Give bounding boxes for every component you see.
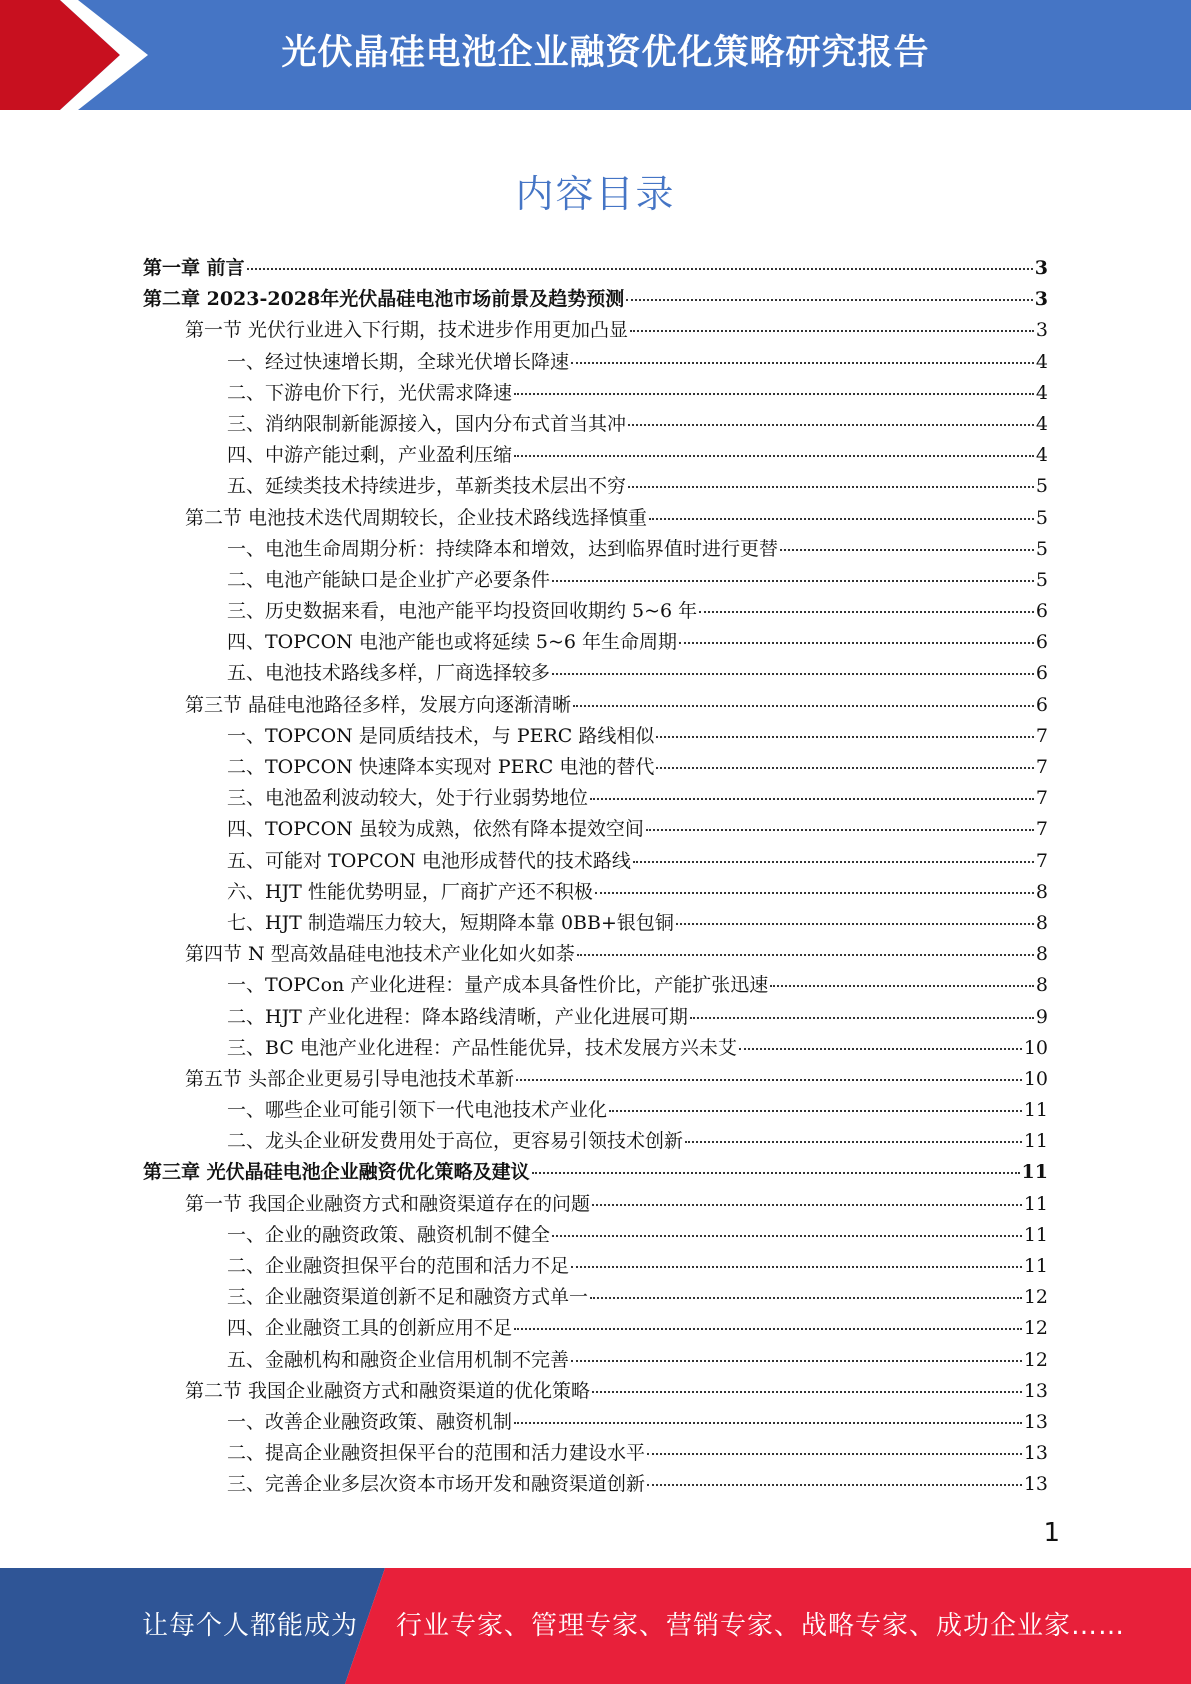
toc-entry-label: 二、HJT 产业化进程：降本路线清晰，产业化进展可期 [227,1005,688,1028]
toc-entry-label: 二、提高企业融资担保平台的范围和活力建设水平 [227,1442,646,1465]
toc-entry-page: 5 [1035,475,1048,498]
toc-dot-leader [770,966,1034,987]
toc-entry-page: 8 [1035,880,1048,903]
toc-entry-label: 一、TOPCon 产业化进程：量产成本具备性价比，产能扩张迅速 [227,974,769,997]
toc-dot-leader [649,499,1034,520]
toc-entry-label: 第四节 N 型高效晶硅电池技术产业化如火如荼 [185,943,575,966]
toc-dot-leader [532,1153,1020,1174]
toc-dot-leader [647,1465,1022,1486]
footer-slogan-left: 让每个人都能成为 [142,1611,359,1641]
toc-entry-page: 11 [1023,1223,1048,1246]
toc-entry-page: 7 [1035,787,1048,810]
toc-entry-label: 五、金融机构和融资企业信用机制不完善 [227,1348,570,1371]
toc-entry-page: 11 [1021,1161,1048,1184]
toc-entry-label: 第一章 前言 [143,257,245,279]
toc-entry-label: 第二节 我国企业融资方式和融资渠道的优化策略 [185,1379,591,1402]
toc-dot-leader [739,1029,1022,1050]
toc-entry-label: 七、HJT 制造端压力较大，短期降本靠 0BB+银包铜 [227,911,674,934]
toc-dot-leader [552,654,1034,675]
toc-entry-label: 三、电池盈利波动较大，处于行业弱势地位 [227,787,589,810]
toc-dot-leader [656,717,1034,738]
toc-dot-leader [571,343,1034,364]
toc-entry-page: 5 [1035,568,1048,591]
toc-dot-leader [592,1185,1022,1206]
toc-entry-page: 6 [1035,600,1048,623]
toc-entry-label: 二、下游电价下行，光伏需求降速 [227,381,513,404]
toc-entry-label: 二、电池产能缺口是企业扩产必要条件 [227,568,551,591]
toc-dot-leader [676,904,1034,925]
toc-entry-label: 二、企业融资担保平台的范围和活力不足 [227,1255,570,1277]
toc-entry-label: 二、TOPCON 快速降本实现对 PERC 电池的替代 [227,756,655,778]
toc-entry-label: 五、可能对 TOPCON 电池形成替代的技术路线 [227,849,631,872]
toc-entry-label: 三、完善企业多层次资本市场开发和融资渠道创新 [227,1473,646,1496]
toc-entry-label: 一、TOPCON 是同质结技术，与 PERC 路线相似 [227,724,655,747]
toc-entry-label: 四、TOPCON 电池产能也或将延续 5~6 年生命周期 [227,631,677,654]
toc-dot-leader [595,873,1034,894]
toc-dot-leader [552,561,1034,582]
toc-heading: 内容目录 [515,172,676,216]
toc-entry-label: 二、龙头企业研发费用处于高位，更容易引领技术创新 [227,1130,684,1153]
toc-entry-label: 四、企业融资工具的创新应用不足 [227,1317,513,1340]
toc-entry-page: 13 [1023,1473,1048,1496]
toc-dot-leader [592,1372,1022,1393]
toc-entry-page: 13 [1023,1379,1048,1402]
toc-entry-page: 4 [1035,350,1048,373]
toc-dot-leader [685,1122,1022,1143]
toc-dot-leader [679,623,1034,644]
report-title: 光伏晶硅电池企业融资优化策略研究报告 [281,33,930,73]
toc-entry[interactable] [143,1469,1048,1500]
toc-entry-page: 3 [1034,288,1048,311]
toc-entry-page: 8 [1035,911,1048,934]
toc-dot-leader [514,374,1034,395]
toc-dot-leader [514,1309,1022,1330]
footer-slogan-right: 行业专家、管理专家、营销专家、战略专家、成功企业家…… [396,1611,1126,1641]
toc-entry-label: 四、TOPCON 虽较为成熟，依然有降本提效空间 [227,818,644,841]
toc-entry-page: 6 [1035,693,1048,716]
toc-entry-page: 11 [1023,1130,1048,1153]
toc-dot-leader [590,779,1034,800]
toc-entry-page: 5 [1035,537,1048,560]
toc-dot-leader [628,405,1034,426]
toc-entry-page: 11 [1023,1255,1048,1277]
toc-entry-page: 6 [1035,631,1048,654]
toc-entry-page: 10 [1023,1067,1048,1090]
toc-entry-page: 4 [1035,444,1048,467]
toc-entry-page: 8 [1035,974,1048,997]
toc-entry-label: 四、中游产能过剩，产业盈利压缩 [227,444,513,467]
toc-entry-page: 12 [1023,1348,1048,1371]
toc-entry-page: 8 [1035,943,1048,966]
toc-entry-label: 三、消纳限制新能源接入，国内分布式首当其冲 [227,412,627,435]
toc-entry-label: 第三节 晶硅电池路径多样，发展方向逐渐清晰 [185,693,572,716]
toc-dot-leader [247,249,1033,270]
toc-entry-label: 第一节 我国企业融资方式和融资渠道存在的问题 [185,1192,591,1215]
footer-banner [0,1568,1191,1684]
toc-entry-page: 11 [1023,1192,1048,1215]
toc-entry-page: 4 [1035,412,1048,435]
toc-dot-leader [552,1216,1022,1237]
toc-entry-page: 9 [1035,1005,1048,1028]
toc-dot-leader [699,592,1034,613]
toc-dot-leader [628,467,1034,488]
toc-entry-page: 3 [1035,319,1048,342]
toc-entry-label: 第三章 光伏晶硅电池企业融资优化策略及建议 [143,1161,530,1184]
toc-dot-leader [590,1278,1022,1299]
toc-entry-page: 3 [1034,257,1048,279]
toc-entry-label: 三、BC 电池产业化进程：产品性能优异，技术发展方兴未艾 [227,1036,737,1059]
toc-entry-label: 一、改善企业融资政策、融资机制 [227,1410,513,1433]
toc-entry-label: 一、企业的融资政策、融资机制不健全 [227,1223,551,1246]
toc-entry-label: 第二节 电池技术迭代周期较长，企业技术路线选择慎重 [185,506,648,529]
toc-entry-page: 4 [1035,381,1048,404]
toc-entry-page: 6 [1035,662,1048,685]
toc-dot-leader [573,686,1034,707]
toc-dot-leader [571,1341,1022,1362]
toc-entry-page: 7 [1035,849,1048,872]
header-banner [0,0,1191,110]
toc-dot-leader [571,1247,1022,1268]
toc-entry-label: 第一节 光伏行业进入下行期，技术进步作用更加凸显 [185,319,629,342]
toc-dot-leader [577,935,1034,956]
toc-entry-page: 12 [1023,1286,1048,1309]
toc-dot-leader [646,810,1034,831]
toc-entry-label: 第二章 2023-2028年光伏晶硅电池市场前景及趋势预测 [143,288,625,311]
toc-entry-page: 5 [1035,506,1048,529]
toc-dot-leader [690,998,1034,1019]
toc-dot-leader [656,748,1034,769]
toc-dot-leader [780,530,1034,551]
toc-entry-page: 13 [1023,1410,1048,1433]
toc-entry-label: 五、电池技术路线多样，厂商选择较多 [227,662,551,685]
toc-entry-label: 五、延续类技术持续进步，革新类技术层出不穷 [227,475,627,498]
toc-dot-leader [626,280,1033,301]
toc-entry-label: 第五节 头部企业更易引导电池技术革新 [185,1067,515,1090]
toc-entry-label: 一、哪些企业可能引领下一代电池技术产业化 [227,1099,608,1122]
toc-entry-page: 12 [1023,1317,1048,1340]
toc-entry-label: 一、电池生命周期分析：持续降本和增效，达到临界值时进行更替 [227,537,779,560]
toc-dot-leader [630,311,1034,332]
toc-entry-label: 三、企业融资渠道创新不足和融资方式单一 [227,1286,589,1309]
toc-dot-leader [633,842,1034,863]
toc-entry-page: 7 [1035,756,1048,778]
toc-dot-leader [647,1434,1022,1455]
toc-entry-page: 7 [1035,724,1048,747]
toc-dot-leader [609,1091,1022,1112]
table-of-contents [143,253,1048,1501]
toc-dot-leader [514,436,1034,457]
toc-dot-leader [514,1403,1022,1424]
toc-entry-label: 一、经过快速增长期，全球光伏增长降速 [227,350,570,373]
toc-entry-label: 六、HJT 性能优势明显，厂商扩产还不积极 [227,880,593,903]
toc-entry-page: 11 [1023,1099,1048,1122]
page-number: 1 [1043,1518,1060,1548]
toc-entry-page: 10 [1023,1036,1048,1059]
toc-entry-page: 13 [1023,1442,1048,1465]
toc-entry-label: 三、历史数据来看，电池产能平均投资回收期约 5~6 年 [227,600,698,623]
toc-entry-page: 7 [1035,818,1048,841]
toc-dot-leader [516,1060,1022,1081]
